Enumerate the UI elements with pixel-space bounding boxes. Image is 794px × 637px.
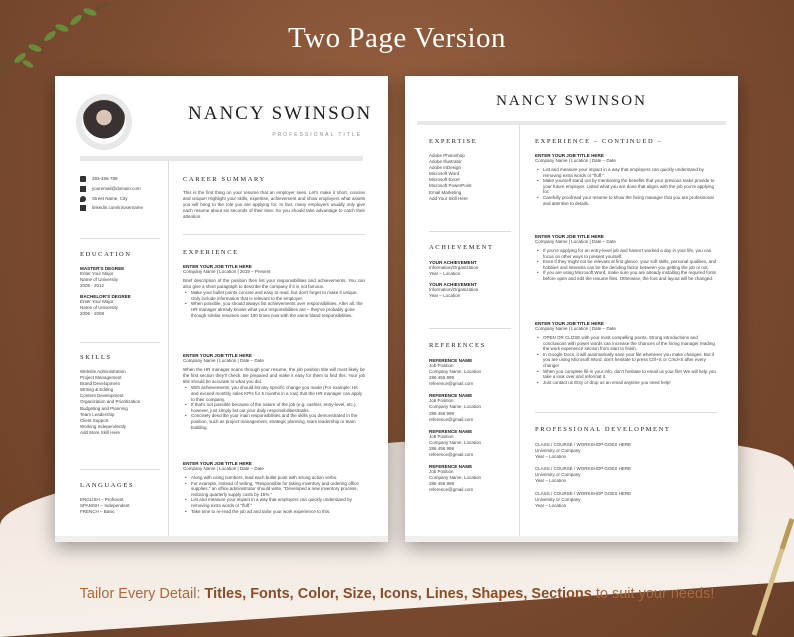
list-item: • Even if they might not be relevant at first glance, your soft skills, personal qualities, and hobbies and interests can be the deciding factor between you getting the job or not. — [535, 259, 717, 270]
reference-company: Company Name, Location — [429, 439, 482, 445]
list-item: • Concisely describe your main responsibilities and the skills you demonstrated in the position, such as project management, strategic planning, team leadership or team building. — [183, 413, 365, 430]
degree-major: Enter Your Major — [80, 271, 114, 276]
reference-name: REFERENCE NAME — [429, 358, 473, 363]
professional-title: PROFESSIONAL TITLE — [272, 132, 362, 138]
education-list — [80, 266, 166, 318]
list-item: • In Google Docs, it will automatically save your file whenever you make changes. But if you are using Microsoft Word, don't hesitate to press Ctrl+S or Cmd+S after every change! — [535, 352, 717, 369]
reference-entry — [429, 393, 517, 422]
job-meta: Company Name | Location | Date – Date — [183, 466, 264, 471]
degree-major: Enter Your Major — [80, 299, 114, 305]
course-school: University or Company — [535, 448, 581, 454]
job-meta: Company Name | Location | 2019 – Present — [183, 269, 271, 274]
resume-page-2 — [405, 76, 738, 542]
list-item: • With achievements, you should list any specific change you made (For example: Hit and exceed monthly sales KPIs for 5 months in a row) that the HR manager can apply to their company. — [183, 385, 365, 402]
contact-linkedin: linkedin.com/in/username — [80, 205, 166, 211]
job-bullets — [183, 290, 365, 318]
education-heading: EDUCATION — [80, 251, 132, 258]
degree-school: Name of University — [80, 305, 119, 311]
reference-email: reference@gmail.com — [429, 381, 474, 387]
list-item: Content Development — [80, 393, 124, 399]
reference-phone: 286 456 999 — [429, 410, 455, 416]
course-entry — [535, 442, 717, 460]
list-item: Team Leadership — [80, 411, 115, 417]
job-bullets — [535, 167, 717, 206]
email-icon — [80, 186, 86, 192]
reference-name: REFERENCE NAME — [429, 393, 473, 399]
job-meta: Company Name | Location | Date – Date — [183, 358, 264, 363]
reference-position: Job Position — [429, 433, 454, 439]
job-title: ENTER YOUR JOB TITLE HERE — [535, 234, 604, 239]
list-item: • If you're applying for an entry-level job and haven't worked a day in your life, you can focus on other ways to present yourself. — [535, 248, 717, 259]
achievement-title: YOUR ACHIEVEMENT — [429, 260, 477, 265]
job-entry — [535, 321, 717, 385]
list-item: FRENCH – Basic — [80, 509, 115, 515]
avatar — [82, 100, 126, 144]
list-item: • List and measure your impact in a way that employers can quickly understand by removing extra words or "fluff." — [183, 497, 365, 508]
languages-list — [80, 497, 166, 515]
job-description: Brief description of the position then list your responsibilities and achievements. You can also give a short paragraph to describe the company if it is not famous. — [183, 278, 365, 290]
list-item: Organization and Prioritization — [80, 399, 141, 405]
resume-name: NANCY SWINSON — [188, 103, 373, 124]
job-meta: Company Name | Location | Date – Date — [535, 239, 616, 244]
degree-title: MASTER'S DEGREE — [80, 266, 125, 271]
divider — [429, 231, 511, 232]
list-item: Writing & Editing — [80, 387, 114, 393]
resume-page-1 — [55, 76, 388, 542]
course-title: CLASS / COURSE / WORKSHOP GOES HERE — [535, 490, 632, 496]
job-description: When the HR manager scans through your resume, the job position title will most likely be the first section they'll check. Be prepared and make it easy for them to find this. Your job title should be accurate to what you did. — [183, 367, 365, 385]
expertise-list — [429, 153, 517, 202]
course-school: University or Company — [535, 472, 581, 478]
job-entry — [183, 264, 365, 318]
footer-suffix: to suit your needs! — [591, 586, 715, 602]
course-school: University or Company — [535, 496, 581, 502]
course-entry — [535, 466, 717, 484]
reference-company: Company Name, Location — [429, 404, 482, 410]
profile-photo — [76, 94, 132, 150]
course-list — [535, 442, 717, 509]
reference-phone: 286 456 999 — [429, 481, 455, 487]
course-title: CLASS / COURSE / WORKSHOP GOES HERE — [535, 466, 632, 472]
reference-company: Company Name, Location — [429, 475, 482, 481]
footer-band — [55, 536, 388, 542]
list-item: • For example, instead of writing, "Responsible for taking inventory and ordering office supplies," an office administrator should write, "Developed a new inventory process, reducing quarterly supply costs by 15%." — [183, 481, 365, 498]
location-icon — [80, 196, 86, 202]
divider — [429, 328, 511, 329]
list-item: • List and measure your impact in a way that employers can quickly understand by removing extra words or "fluff." — [535, 167, 717, 178]
job-title: ENTER YOUR JOB TITLE HERE — [535, 321, 604, 326]
footer-band — [405, 536, 738, 542]
job-entry — [183, 353, 365, 430]
summary-heading: CAREER SUMMARY — [183, 176, 266, 183]
reference-phone: 286 456 999 — [429, 375, 455, 381]
list-item: • Just contact us Etsy or drop us an email anytime you need help! — [535, 380, 717, 386]
job-bullets — [183, 385, 365, 430]
list-item: Microsoft Excel — [429, 177, 460, 183]
header-divider — [417, 121, 726, 125]
contact-list — [80, 176, 166, 212]
degree-title: BACHELOR'S DEGREE — [80, 294, 131, 300]
list-item: Adobe Illustrator — [429, 159, 462, 165]
divider — [80, 469, 160, 470]
achievement-title: YOUR ACHIEVEMENT — [429, 282, 477, 288]
reference-company: Company Name, Location — [429, 369, 482, 375]
reference-email: reference@gmail.com — [429, 487, 474, 493]
reference-entry — [429, 464, 517, 493]
job-entry — [183, 461, 365, 514]
banner-title: Two Page Version — [287, 22, 507, 54]
degree-years: 2006 - 2008 — [80, 311, 105, 317]
list-item: • OPEN OR CLOSE with your most compelling points. Strong introductions and conclusions with power words can increase the chances of the hiring manager reading the work experience section from start to finish. — [535, 335, 717, 352]
contact-email: youremail@domain.com — [80, 186, 166, 192]
achievement-loc: Year – Location — [429, 271, 461, 277]
divider — [80, 342, 160, 343]
job-meta: Company Name | Location | Date – Date — [535, 326, 616, 331]
list-item: Client Support — [80, 417, 109, 423]
reference-position: Job Position — [429, 363, 454, 368]
list-item: Adobe Photoshop — [429, 153, 465, 158]
footer-tagline — [0, 586, 794, 602]
list-item: • Along with using numbers, lead each bullet point with strong action verbs. — [183, 475, 365, 481]
list-item: Adobe InDesign — [429, 165, 462, 171]
skills-heading: SKILLS — [80, 354, 112, 361]
reference-email: reference@gmail.com — [429, 416, 474, 422]
pen-decoration — [734, 517, 794, 637]
list-item: • Make yourself stand out by mentioning the benefits that your previous tasks provide to your future employer. Listed what you are done that aligns with the job you're applying for. — [535, 178, 717, 195]
course-location: Year – Location — [535, 502, 567, 508]
list-item: • Carefully proofread your resume to show the hiring manager that you are professional and attentive to details. — [535, 195, 717, 206]
column-divider — [519, 125, 520, 536]
list-item: Working Independently — [80, 423, 126, 429]
reference-phone: 286 456 999 — [429, 445, 455, 451]
job-title: ENTER YOUR JOB TITLE HERE — [535, 153, 604, 158]
reference-entry — [429, 429, 517, 458]
job-entry — [535, 234, 717, 282]
list-item: ENGLISH – Proficient — [80, 497, 124, 502]
reference-position: Job Position — [429, 398, 454, 404]
course-location: Year – Location — [535, 454, 567, 460]
divider — [535, 412, 717, 413]
reference-name: REFERENCE NAME — [429, 464, 473, 470]
languages-heading: LANGUAGES — [80, 482, 135, 489]
list-item: Email Marketing — [429, 189, 462, 195]
linkedin-icon — [80, 205, 86, 211]
job-entry — [535, 153, 717, 206]
list-item: Project Management — [80, 375, 122, 381]
course-title: CLASS / COURSE / WORKSHOP GOES HERE — [535, 442, 632, 447]
degree-years: 2008 - 2012 — [80, 283, 105, 289]
references-heading: REFERENCES — [429, 342, 486, 349]
divider — [80, 238, 160, 239]
list-item: • Take time to re-read the job ad and tailor your work experience to this. — [183, 509, 365, 515]
professional-development-heading: PROFESSIONAL DEVELOPMENT — [535, 426, 671, 433]
course-entry — [535, 491, 717, 509]
list-item: Add Your Skill Here — [429, 195, 468, 201]
list-item: Microsoft PowerPoint — [429, 183, 472, 189]
achievement-list — [429, 260, 517, 299]
course-location: Year – Location — [535, 478, 567, 484]
achievement-loc: Year – Location — [429, 293, 461, 299]
list-item: • When you complete fill-in your info, don't hesitate to email us your file! We will help you take a look over and reformat it. — [535, 369, 717, 380]
list-item: Add More Skill Here — [80, 429, 121, 435]
list-item: Brand Development — [80, 381, 120, 387]
achievement-org: Information/Organization — [429, 265, 479, 270]
contact-phone: 283-456-789 — [80, 176, 166, 182]
summary-text: This is the first thing on your resume that an employer sees. Let's make it short, concise and unique! Highlight your skills, expertise, achievement and show employers what assets you will bring to the role you are applying for. In fact, many employers usually only give each resume about six seconds of their time. So you should take advantage to catch their attention. — [183, 190, 365, 220]
job-title: ENTER YOUR JOB TITLE HERE — [183, 461, 252, 466]
reference-email: reference@gmail.com — [429, 452, 474, 458]
list-item: • If you are using Microsoft Word, make sure you are already installing the required fonts before open and edit the resume files. Otherwise, the font and layout will be changed. — [535, 270, 717, 281]
reference-name: REFERENCE NAME — [429, 428, 473, 434]
phone-icon — [80, 176, 86, 182]
footer-highlights: Titles, Fonts, Color, Size, Icons, Lines, Shapes, Sections — [204, 586, 592, 602]
achievement-heading: ACHIEVEMENT — [429, 244, 494, 251]
list-item: Budgeting and Planning — [80, 405, 128, 411]
contact-location: Street Name, City — [80, 196, 166, 202]
job-bullets — [183, 475, 365, 514]
list-item: Microsoft Word — [429, 171, 460, 177]
experience-heading: EXPERIENCE — [183, 249, 239, 256]
column-divider — [168, 161, 169, 536]
divider — [183, 234, 365, 235]
list-item: Website Administration — [80, 369, 126, 374]
job-bullets — [535, 248, 717, 282]
resume-name: NANCY SWINSON — [496, 93, 647, 109]
reference-entry — [429, 358, 517, 387]
achievement-org: Information/Organization — [429, 287, 479, 293]
job-title: ENTER YOUR JOB TITLE HERE — [183, 264, 252, 269]
header-divider — [80, 156, 363, 161]
list-item: SPANISH – Independent — [80, 503, 130, 509]
skills-list — [80, 369, 166, 436]
job-meta: Company Name | Location | Date – Date — [535, 158, 616, 163]
job-title: ENTER YOUR JOB TITLE HERE — [183, 353, 252, 358]
footer-prefix: Tailor Every Detail: — [79, 586, 205, 602]
degree-school: Name of University — [80, 277, 119, 283]
expertise-heading: EXPERTISE — [429, 138, 478, 145]
list-item: • If that's not possible because of the nature of the job (e.g. cashier, entry-level, etc.), however, just simply list out your daily responsibilities/tasks. — [183, 402, 365, 413]
list-item: • Make your bullet points concise and easy to read, but don't forget to make it unique. Only include information that is relevant to the employer. — [183, 290, 365, 301]
experience-continued-heading: EXPERIENCE – CONTINUED – — [535, 138, 663, 145]
reference-position: Job Position — [429, 469, 454, 475]
references-list — [429, 358, 517, 494]
job-bullets — [535, 335, 717, 385]
list-item: • When possible, you should always list achievements over responsibilities. After all, the HR manager already knows what your responsibilities are – they've probably gone through similar resumes over 100 times now with the same bland responsibilities. — [183, 301, 365, 318]
